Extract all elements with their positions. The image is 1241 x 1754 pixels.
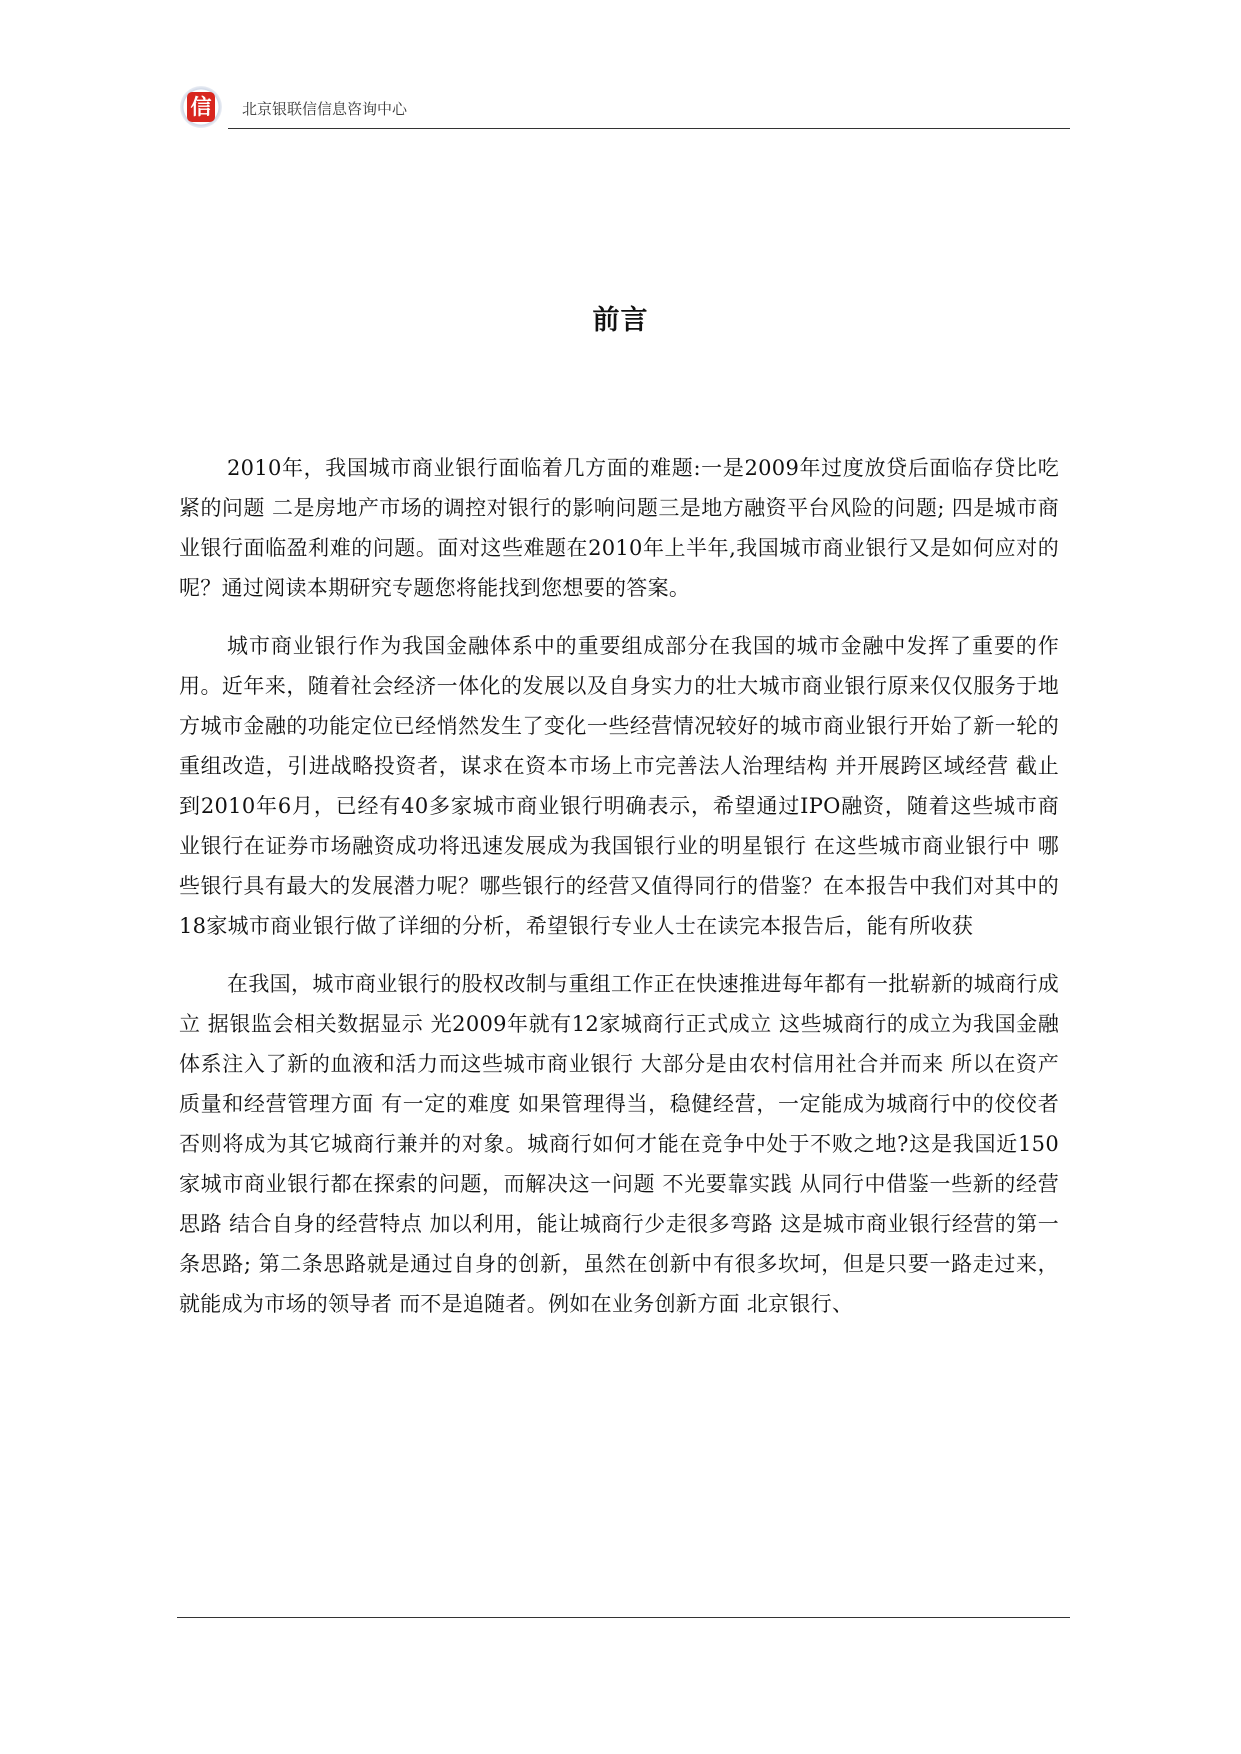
page-title: 前言 <box>592 305 649 336</box>
org-name: 北京银联信信息咨询中心 <box>242 100 408 118</box>
header-divider <box>228 128 1070 129</box>
body-text <box>179 448 1059 1342</box>
org-logo <box>180 86 222 128</box>
paragraph-2: 城市商业银行作为我国金融体系中的重要组成部分在我国的城市金融中发挥了重要的作用。近年来，随着社会经济一体化的发展以及自身实力的壮大城市商业银行原来仅仅服务于地方城市金融的功能定位已经悄然发生了变化一些经营情况较好的城市商业银行开始了新一轮的重组改造，引进战略投资者，谋求在资本市场上市完善法人治理结构 并开展跨区域经营 截止到2010年6月，已经有40多家城市商业银行明确表示，希望通过IPO融资，随着这些城市商业银行在证券市场融资成功将迅速发展成为我国银行业的明星银行 在这些城市商业银行中 哪些银行具有最大的发展潜力呢？哪些银行的经营又值得同行的借鉴？在本报告中我们对其中的18家城市商业银行做了详细的分析，希望银行专业人士在读完本报告后，能有所收获 <box>179 634 1059 938</box>
footer-divider <box>177 1617 1070 1618</box>
logo-xin-icon: 信 <box>187 92 215 122</box>
page-header <box>180 86 1070 134</box>
paragraph-3: 在我国，城市商业银行的股权改制与重组工作正在快速推进每年都有一批崭新的城商行成立 据银监会相关数据显示 光2009年就有12家城商行正式成立 这些城商行的成立为我国金融体系注入了新的血液和活力而这些城市商业银行 大部分是由农村信用社合并而来 所以在资产质量和经营管理方面 有一定的难度 如果管理得当，稳健经营，一定能成为城商行中的佼佼者 否则将成为其它城商行兼并的对象。城商行如何才能在竞争中处于不败之地?这是我国近150家城市商业银行都在探索的问题，而解决这一问题 不光要靠实践 从同行中借鉴一些新的经营思路 结合自身的经营特点 加以利用，能让城商行少走很多弯路 这是城市商业银行经营的第一条思路; 第二条思路就是通过自身的创新，虽然在创新中有很多坎坷，但是只要一路走过来，就能成为市场的领导者 而不是追随者。例如在业务创新方面 北京银行、 <box>179 972 1059 1316</box>
paragraph-1: 2010年，我国城市商业银行面临着几方面的难题:一是2009年过度放贷后面临存贷比吃紧的问题 二是房地产市场的调控对银行的影响问题三是地方融资平台风险的问题; 四是城市商业银行面临盈利难的问题。面对这些难题在2010年上半年,我国城市商业银行又是如何应对的呢？通过阅读本期研究专题您将能找到您想要的答案。 <box>179 456 1059 600</box>
